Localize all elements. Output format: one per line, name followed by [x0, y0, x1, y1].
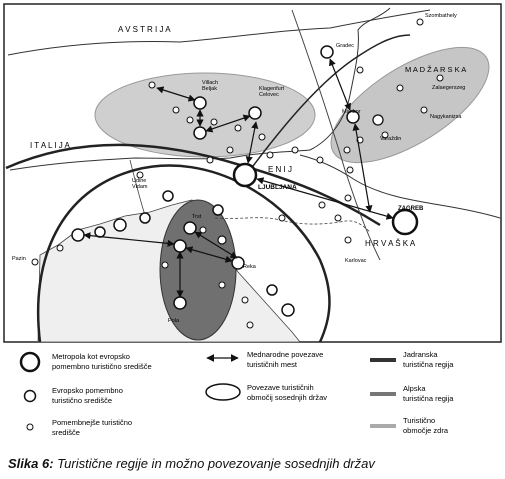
label-hungary: M A D Ž A R S K A — [405, 65, 467, 74]
city-coast-4 — [163, 191, 173, 201]
label-zagreb: ZAGREB — [398, 206, 424, 212]
legend-metropola-l2: pomembno turistično središče — [52, 362, 152, 371]
label-udine-l1: Udine — [132, 178, 147, 184]
legend-povezave-text — [247, 383, 327, 402]
city-venice — [72, 229, 84, 241]
city-villach — [194, 97, 206, 109]
legend-pomembnejse-text — [52, 418, 134, 437]
legend-jadranska-l2: turistična regija — [403, 360, 454, 369]
city-coast-6 — [282, 304, 294, 316]
city-koper — [174, 240, 186, 252]
label-croatia: H R V A Š K A — [365, 239, 416, 248]
legend-metropola-text — [52, 352, 152, 371]
label-ljubljana: LJUBLJANA — [258, 184, 297, 191]
legend-alpska-l2: turistična regija — [403, 394, 454, 403]
figure-caption — [8, 456, 375, 471]
city-zagreb — [393, 210, 417, 234]
label-nagykanizsa: Nagykanizsa — [430, 114, 462, 120]
label-austria: A V S T R I J A — [118, 25, 171, 34]
legend-zdravilni-text — [403, 416, 449, 435]
city-coast-1 — [114, 219, 126, 231]
map-legend — [0, 345, 505, 450]
legend-povezave-l1: Povezave turističnih — [247, 383, 314, 392]
label-klagenfurt-l2: Celovec — [259, 92, 279, 98]
city-trieste — [184, 222, 196, 234]
label-villach-l2: Beljak — [202, 86, 217, 92]
city-klagenfurt — [194, 127, 206, 139]
legend-metropola-l1: Metropola kot evropsko — [52, 352, 130, 361]
label-udine-l2: Vidam — [132, 184, 148, 190]
legend-zdravilni-l2: območje zdra — [403, 426, 449, 435]
legend-evropsko-l2: turistično središče — [52, 396, 113, 405]
label-villach-l1: Villach — [202, 80, 219, 86]
legend-metropola-symbol — [21, 353, 39, 371]
label-varazdin: Varaždin — [380, 136, 402, 142]
legend-jadranska-text — [403, 350, 454, 369]
legend-jadranska-l1: Jadranska — [403, 350, 438, 359]
legend-zdravilni-l1: Turistično — [403, 416, 436, 425]
legend-mednarodne-l2: turističnih mest — [247, 360, 298, 369]
legend-alpska-text — [403, 384, 454, 403]
label-szombathely: Szombathely — [425, 13, 457, 19]
legend-mednarodne-l1: Mednarodne povezave — [247, 350, 324, 359]
label-udine — [132, 178, 148, 190]
label-klagenfurt-l1: Klagenfurt — [259, 86, 285, 92]
legend-pomembnejse-l1: Pomembnejše turistično — [52, 418, 133, 427]
label-karlovac: Karlovac — [345, 258, 367, 264]
city-ljubljana — [234, 164, 256, 186]
label-rijeka: Reka — [243, 264, 256, 270]
label-gradec: Gradec — [336, 43, 355, 49]
label-trieste: Trst — [192, 214, 202, 220]
city-gradec-alpine — [249, 107, 261, 119]
caption-text: Turistične regije in možno povezovanje sosednjih držav — [57, 456, 375, 471]
label-slovenia: E N I J — [268, 165, 293, 174]
label-maribor: Maribor — [342, 109, 361, 115]
legend-mednarodne-text — [247, 350, 325, 369]
caption-label: Slika 6: — [8, 456, 54, 471]
city-coast-3 — [140, 213, 150, 223]
label-villach — [202, 80, 218, 92]
city-gradec — [321, 46, 333, 58]
legend-evropsko-text — [52, 386, 125, 405]
legend-evropsko-l1: Evropsko pomembno — [52, 386, 123, 395]
legend-alpska-l1: Alpska — [403, 384, 426, 393]
city-pula — [174, 297, 186, 309]
label-italy: I T A L I J A — [30, 141, 70, 150]
legend-pomembnejse-symbol — [27, 424, 33, 430]
legend-povezave-l2: območij sosednjih držav — [247, 393, 328, 402]
city-coast-2 — [95, 227, 105, 237]
legend-pomembnejse-l2: središče — [52, 428, 80, 437]
label-zalaegerszeg: Zalaegerszeg — [432, 85, 466, 91]
city-coast-8 — [218, 236, 226, 244]
city-coast-7 — [267, 285, 277, 295]
legend-povezave-symbol — [206, 384, 240, 400]
label-pazin: Pazin — [12, 256, 26, 262]
city-slovene-east — [373, 115, 383, 125]
legend-evropsko-symbol — [25, 391, 36, 402]
city-coast-5 — [213, 205, 223, 215]
label-pola: Pola — [168, 318, 180, 324]
